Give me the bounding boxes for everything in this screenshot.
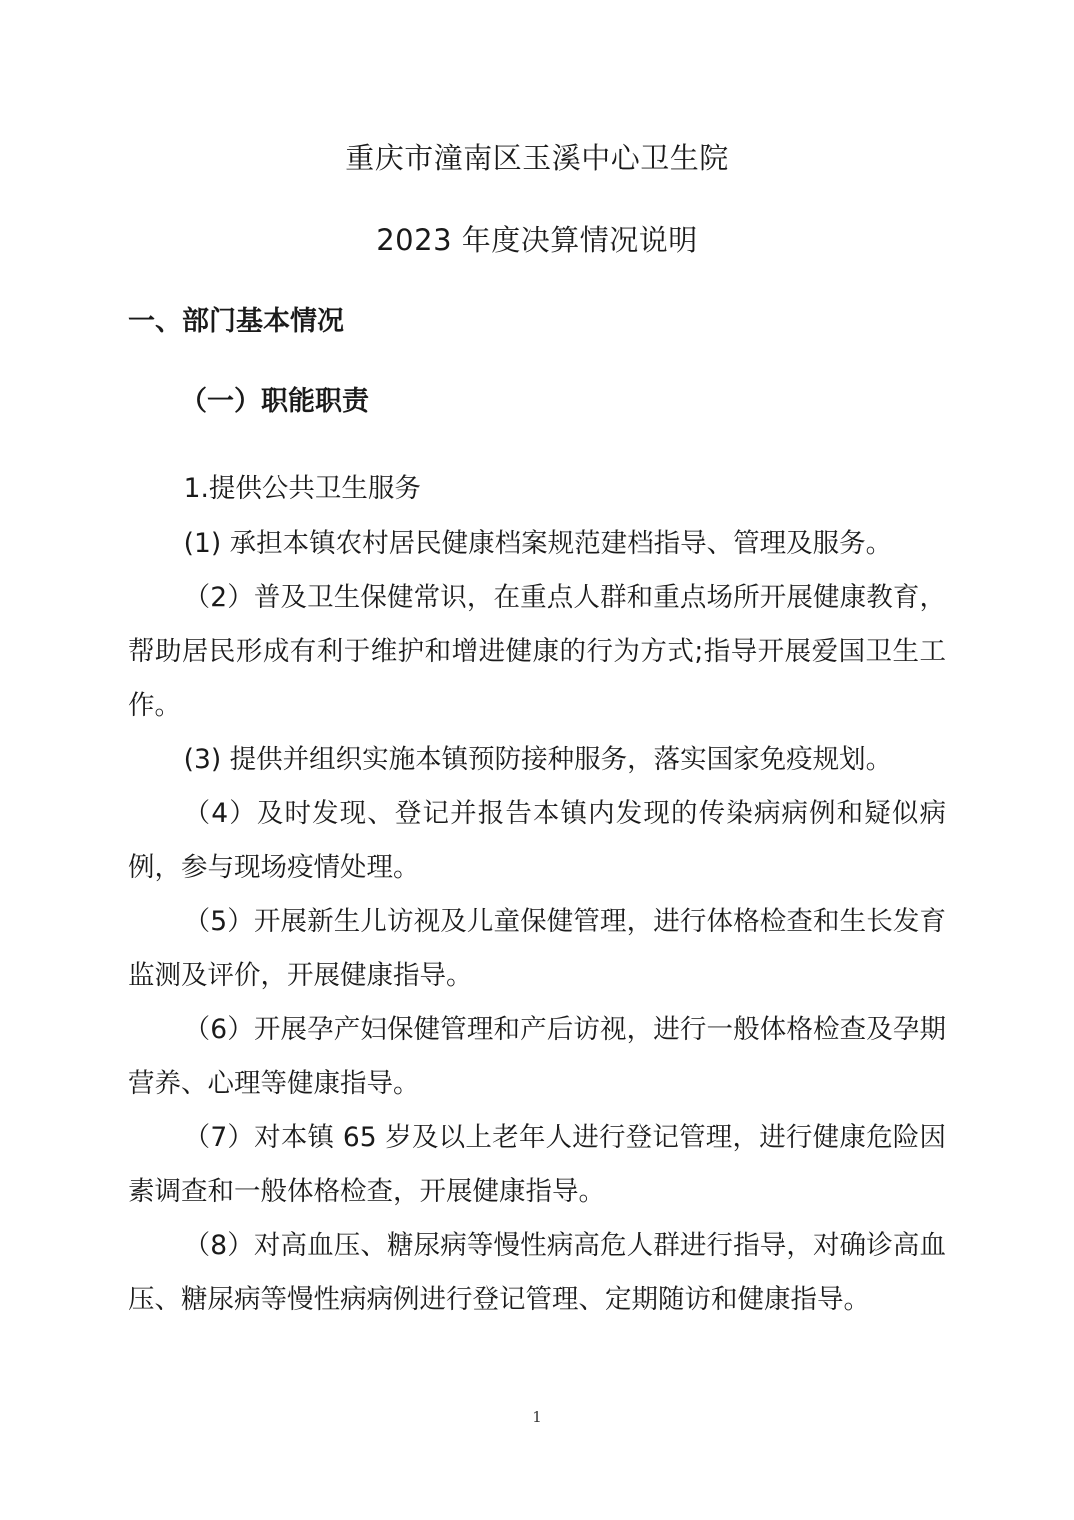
- list-item: （8）对高血压、糖尿病等慢性病高危人群进行指导，对确诊高血压、糖尿病等慢性病病例进行登记管理、定期随访和健康指导。: [128, 1230, 946, 1315]
- document-subtitle: 2023 年度决算情况说明: [376, 223, 698, 257]
- document-title: 重庆市潼南区玉溪中心卫生院: [345, 141, 729, 175]
- service-heading: 1.提供公共卫生服务: [183, 473, 421, 504]
- list-item: (3) 提供并组织实施本镇预防接种服务，落实国家免疫规划。: [183, 744, 893, 775]
- list-item: （6）开展孕产妇保健管理和产后访视，进行一般体格检查及孕期营养、心理等健康指导。: [128, 1014, 946, 1099]
- list-item: （2）普及卫生保健常识，在重点人群和重点场所开展健康教育，帮助居民形成有利于维护和增进健康的行为方式;指导开展爱国卫生工作。: [128, 582, 946, 721]
- subsection-heading: （一）职能职责: [180, 386, 369, 417]
- list-item: (1) 承担本镇农村居民健康档案规范建档指导、管理及服务。: [183, 528, 893, 559]
- list-item: （7）对本镇 65 岁及以上老年人进行登记管理，进行健康危险因素调查和一般体格检查，开展健康指导。: [128, 1122, 946, 1207]
- page-number: 1: [532, 1408, 542, 1426]
- list-item: （5）开展新生儿访视及儿童保健管理，进行体格检查和生长发育监测及评价，开展健康指导。: [128, 906, 946, 991]
- section-heading: 一、部门基本情况: [128, 306, 344, 337]
- list-item: （4）及时发现、登记并报告本镇内发现的传染病病例和疑似病例，参与现场疫情处理。: [128, 798, 946, 883]
